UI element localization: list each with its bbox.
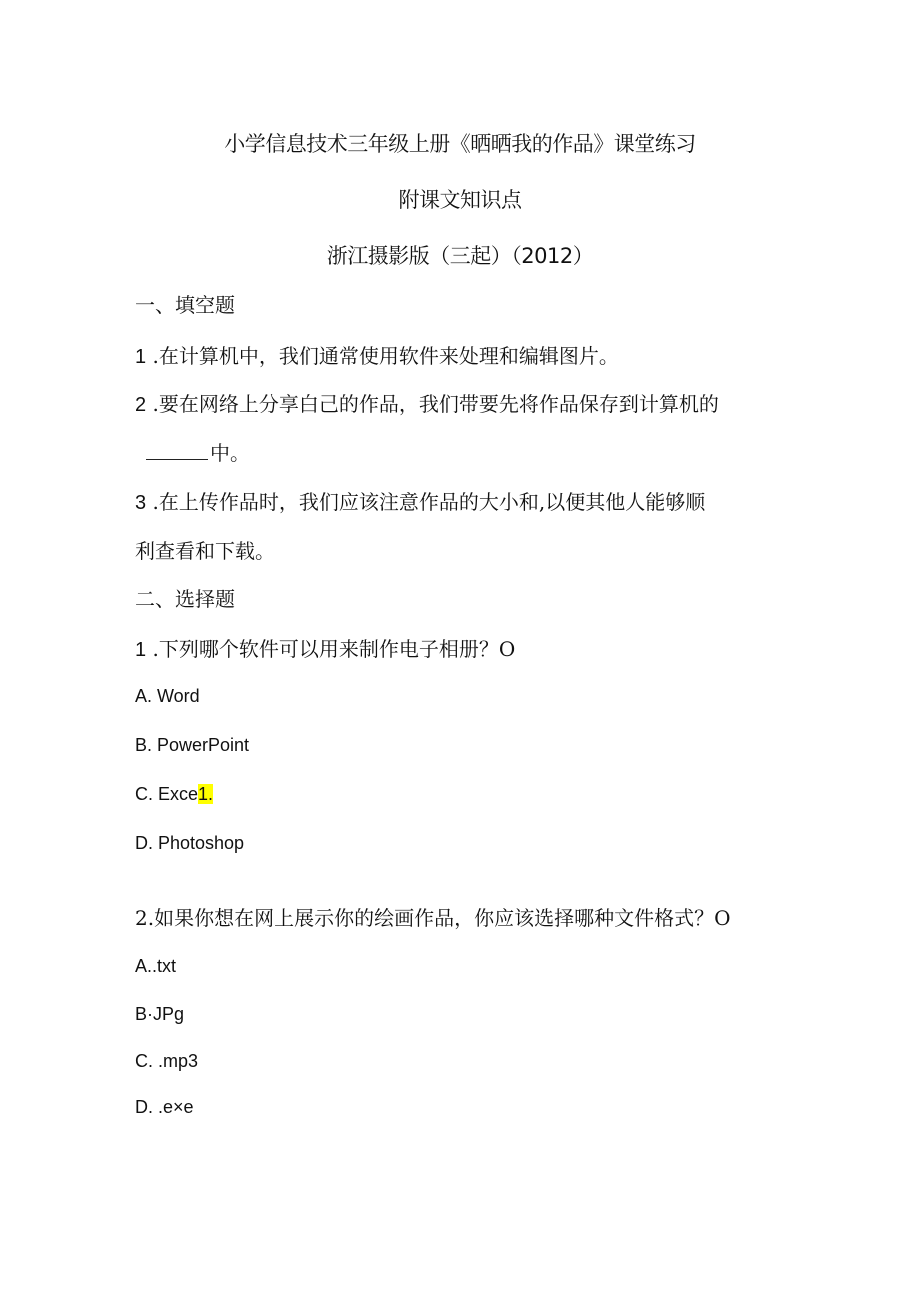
fill-question-3 [135, 486, 705, 515]
option-a: A..txt [135, 956, 177, 976]
question-number: 1 [135, 346, 147, 368]
answer-blank [146, 441, 208, 460]
question-text: .下列哪个软件可以用来制作电子相册？O [146, 637, 516, 661]
option-c: C. .mp3 [135, 1051, 199, 1071]
document-edition: 浙江摄影版（三起）（2012） [326, 244, 594, 268]
option-b: B. PowerPoint [135, 735, 250, 755]
option-a: A. Word [135, 686, 200, 706]
fill-question-1 [135, 340, 619, 369]
option-b: B·JPg [135, 1004, 185, 1024]
document-subtitle: 附课文知识点 [398, 188, 522, 212]
fill-question-2-continuation [146, 437, 250, 466]
fill-question-2 [135, 388, 719, 417]
option-d: D. Photoshop [135, 833, 245, 853]
option-c [135, 784, 213, 805]
highlighted-text: 1. [198, 784, 214, 804]
question-text: .在上传作品时，我们应该注意作品的大小和,以便其他人能够顺 [146, 490, 706, 514]
question-text: .在计算机中，我们通常使用软件来处理和编辑图片。 [146, 344, 619, 368]
fill-question-3-continuation: 利查看和下载。 [135, 539, 275, 563]
section-fill-in-heading: 一、填空题 [135, 293, 235, 317]
document-title: 小学信息技术三年级上册《晒晒我的作品》课堂练习 [224, 132, 696, 156]
option-d: D. .e×e [135, 1097, 194, 1117]
section-choice-heading: 二、选择题 [135, 587, 235, 611]
question-number: 3 [135, 492, 147, 514]
question-number: 1 [135, 639, 147, 661]
choice-question-1 [135, 633, 515, 662]
option-c-text: C. Exce [135, 784, 199, 804]
question-text-tail: 中。 [210, 441, 250, 465]
question-number: 2 [135, 394, 147, 416]
question-text: .要在网络上分享白己的作品，我们带要先将作品保存到计算机的 [146, 392, 719, 416]
choice-question-2: 2.如果你想在网上展示你的绘画作品，你应该选择哪种文件格式？O [135, 906, 731, 930]
